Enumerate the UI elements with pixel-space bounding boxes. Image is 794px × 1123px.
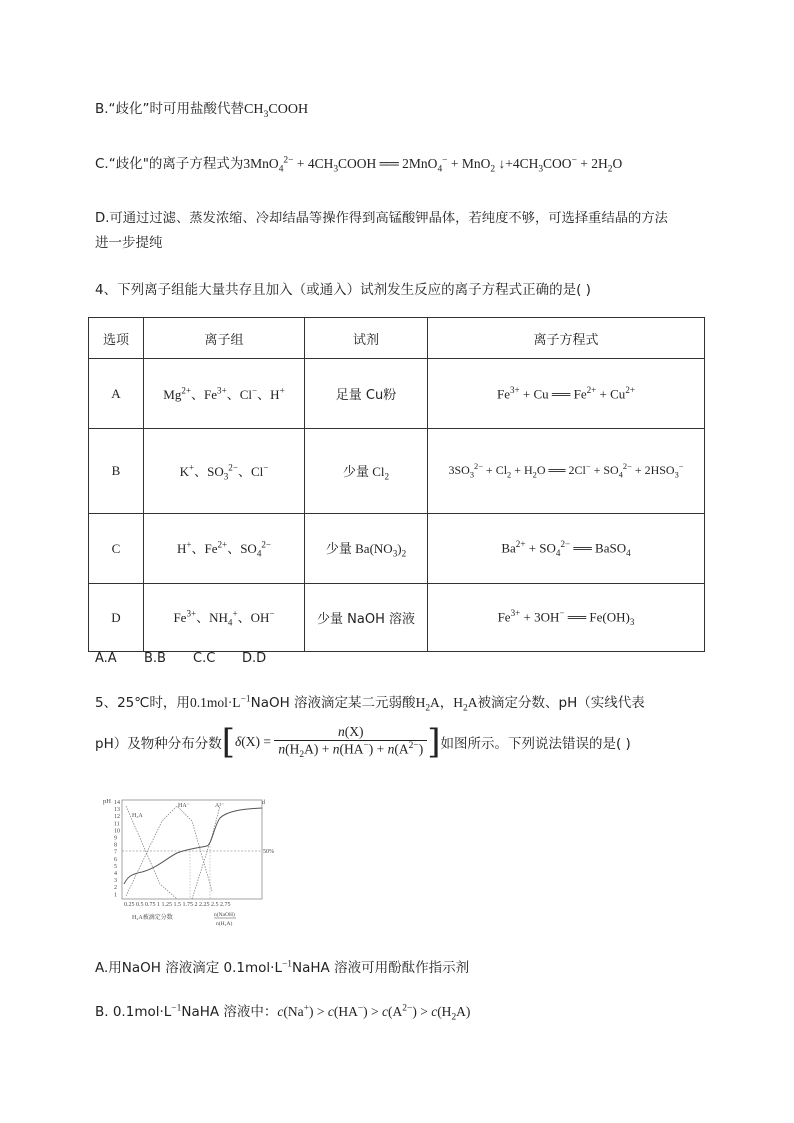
choice-c[interactable]: C.C [193,651,216,666]
row-b-reagent-text: 少量 [342,464,369,480]
q5-comma: ， [439,695,454,711]
row-a-ions: $Mg^{2+}$、$Fe^{3+}$、Cl−、H+ [144,359,305,429]
y-tick-label: 7 [114,849,117,856]
q5b-middle: NaHA 溶液中： [181,1004,278,1020]
y-tick-labels [114,800,120,898]
label-d: d [262,800,265,806]
row-b-ions: K+、$SO_3^{2-}$、Cl− [144,429,305,514]
y-tick-label: 6 [114,856,117,863]
y-tick-label: 9 [114,835,117,842]
row-b-reagent: 少量 $Cl_2$ [305,429,428,514]
choice-d[interactable]: D.D [242,651,267,666]
table-row [89,359,705,429]
header-ions: 离子组 [144,318,305,359]
y-tick-label: 5 [114,863,117,870]
row-b-equation: $3SO_3^{2-} + Cl_2 + H_2O$ ══ $2Cl^- + SO_4^{2-} + 2HSO_3^-$ [428,429,705,514]
question-5-line-2: pH）及物种分布分数[δ(X) = $\frac{n(X)}{n(H_2A) + n(HA^-) + n(A^{2-})}$ ]如图所示。下列说法错误的是( ) [95,722,631,762]
y-tick-label: 11 [114,821,120,828]
q5a-suffix: NaHA 溶液可用酚酞作指示剂 [292,960,470,976]
label-h2a: H₂A [132,813,143,819]
y-tick-label: 3 [114,878,117,885]
option-c-text: C.“歧化"的离子方程式为 [95,156,244,172]
label-a: A²⁻ [215,803,225,809]
distribution-fraction: $\frac{n(X)}{n(H_2A) + n(HA^-) + n(A^{2-})}$ [274,724,427,760]
choice-b[interactable]: B.B [144,651,166,666]
header-option: 选项 [89,318,144,359]
label-ha: HA⁻ [178,803,190,809]
option-c-line [95,152,622,175]
q5-option-a: A.用NaOH 溶液滴定 $0.1mol\cdot L^{-1}NaHA$ 溶液可用酚酞作指示剂 [95,959,470,976]
q5a-prefix: A.用 [95,960,122,976]
table-row [89,514,705,584]
row-d-reagent: 少量 NaOH 溶液 [305,584,428,652]
table-header-row [89,318,705,359]
row-a-equation: $Fe^{3+} + Cu$ ══ $Fe^{2+} + Cu^{2+}$ [428,359,705,429]
ch3cooh-formula: $CH_3COOH$ [244,102,309,120]
q5-question-text: 如图所示。下列说法错误的是( ) [440,736,631,752]
row-a-reagent: 足量 Cu粉 [305,359,428,429]
option-d-line-1: D.可通过过滤、蒸发浓缩、冷却结晶等操作得到高锰酸钾晶体，若纯度不够，可选择重结晶的方法 [95,211,668,226]
ion-table [88,317,705,652]
q5-titrant: NaOH 溶液滴定某二元弱酸 [250,695,416,711]
y-tick-label: 8 [114,842,117,849]
x-axis-label: H₂A被滴定分数 [132,915,173,921]
y-tick-label: 13 [114,807,120,814]
row-c-ions: H+、$Fe^{2+}$、$SO_4^{2-}$ [144,514,305,584]
header-reagent: 试剂 [305,318,428,359]
option-b-text: B.“歧化”时可用盐酸代替 [95,101,245,117]
q5-option-b: B. $0.1mol\cdot L^{-1}NaHA$ 溶液中：$c(Na^+) > c(HA^-) > c(A^{2-}) > c(H_2A)$ [95,1003,471,1023]
row-a-option: A [89,359,144,429]
q5-intro: 5、25℃时，用 [95,695,190,711]
row-d-equation: $Fe^{3+} + 3OH^-$ ══ $Fe(OH)_3$ [428,584,705,652]
row-c-option: C [89,514,144,584]
option-c-equation: $3MnO_4^{2-} + 4CH_3COOH$ ══ 2MnO$_4$− + MnO$_2$ $↓+4CH_3COO^- + 2H_2O$ [243,155,623,175]
titration-chart [102,796,280,930]
x-frac-den: n(H₂A) [216,921,233,927]
row-b-option: B [89,429,144,514]
y-axis-label: pH [103,798,111,805]
question-4-title: 4、下列离子组能大量共存且加入（或通入）试剂发生反应的离子方程式正确的是( ) [95,282,591,298]
row-c-reagent-text: 少量 [325,542,352,558]
question-5-line-1: 5、25℃时，用$0.1mol\cdot L^{-1}NaOH$ 溶液滴定某二元弱酸$H_2A$，$H_2A$被滴定分数、pH（实线代表 [95,694,645,714]
q5b-prefix: B. 0.1mol·L [95,1004,172,1020]
option-b-line [95,97,308,120]
y-tick-label: 4 [114,871,117,877]
q5-concentration: 0.1mol·L [189,695,241,710]
row-c-reagent: 少量 $Ba(NO_3)_2$ [305,514,428,584]
row-d-ions: $Fe^{3+}$、$NH_4^+$、OH− [144,584,305,652]
y-tick-label: 14 [114,800,120,806]
header-equation: 离子方程式 [428,318,705,359]
x-frac-num: n(NaOH) [214,912,235,918]
label-50: 50% [263,849,274,855]
row-c-equation: $Ba^{2+} + SO_4^{2-}$ ══ BaSO$_4$ [428,514,705,584]
q5-description: 被滴定分数、pH（实线代表 [477,695,645,711]
option-d-line-2: 进一步提纯 [95,235,163,251]
choice-a[interactable]: A.A [95,651,117,666]
y-tick-label: 12 [114,814,120,821]
question-4-options [95,651,266,666]
option-d-block [95,207,705,255]
y-tick-label: 10 [114,828,120,835]
y-tick-label: 1 [114,892,117,899]
q5-distribution-text: pH）及物种分布分数 [95,736,222,752]
x-tick-labels: 0.25 0.5 0.75 1 1.25 1.5 1.75 2 2.25 2.5 2.75 [124,902,231,908]
table-row [89,429,705,514]
table-row [89,584,705,652]
q5a-middle: NaOH 溶液滴定 0.1mol·L [121,960,282,976]
y-tick-label: 2 [114,885,117,892]
q5b-inequality: $c(Na^+) > c(HA^-) > c(A^{2-}) > c(H_2A)$ [277,1003,471,1023]
row-d-option: D [89,584,144,652]
